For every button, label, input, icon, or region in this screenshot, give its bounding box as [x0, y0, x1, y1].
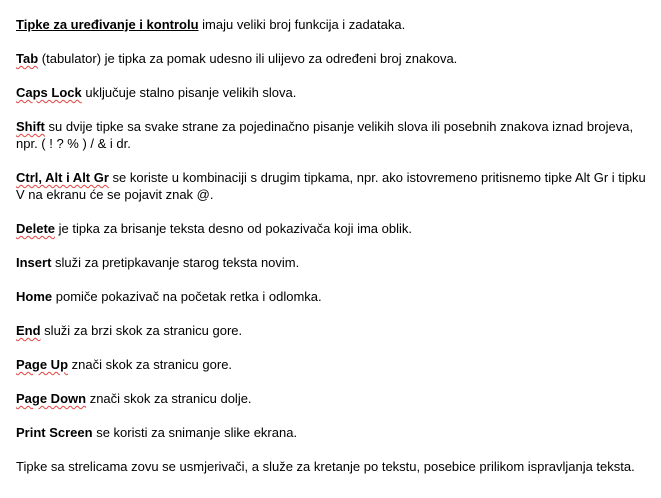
term-caps-lock: Caps Lock: [16, 85, 82, 100]
paragraph-arrow-keys: [16, 458, 658, 475]
paragraph-end: [16, 322, 658, 339]
text-shift: su dvije tipke sa svake strane za pojedinačno pisanje velikih slova ili posebnih znakova iznad brojeva, npr. ( ! ? % ) / & i dr.: [16, 119, 634, 151]
term-tab: Tab: [16, 51, 39, 66]
paragraph-page-up: [16, 356, 658, 373]
paragraph-home: [16, 288, 658, 305]
paragraph-delete: [16, 220, 658, 237]
text-ctrl-alt: se koriste u kombinaciji s drugim tipkama, npr. ako istovremeno pritisnemo tipke Alt Gr i tipku V na ekranu će se pojavit znak @.: [16, 170, 646, 202]
term-insert: Insert: [16, 255, 52, 270]
term-shift: Shift: [16, 119, 45, 134]
paragraph-insert: [16, 254, 658, 271]
paragraph-tab: [16, 50, 658, 67]
text-arrow-keys: Tipke sa strelicama zovu se usmjerivači, a služe za kretanje po tekstu, posebice prilikom ispravljanja teksta.: [16, 459, 635, 474]
paragraph-editing-keys: [16, 16, 658, 33]
term-print-screen: Print Screen: [16, 425, 93, 440]
text-print-screen: se koristi za snimanje slike ekrana.: [92, 425, 298, 440]
text-caps-lock: uključuje stalno pisanje velikih slova.: [81, 85, 297, 100]
text-home: pomiče pokazivač na početak retka i odlomka.: [52, 289, 322, 304]
term-page-down: Page Down: [16, 391, 87, 406]
paragraph-shift: [16, 118, 658, 152]
text-page-down: znači skok za stranicu dolje.: [86, 391, 252, 406]
text-editing-keys: imaju veliki broj funkcija i zadataka.: [198, 17, 406, 32]
paragraph-ctrl-alt: [16, 169, 658, 203]
text-tab: (tabulator) je tipka za pomak udesno ili ulijevo za određeni broj znakova.: [38, 51, 458, 66]
text-delete: je tipka za brisanje teksta desno od pokazivača koji ima oblik.: [55, 221, 412, 236]
paragraph-caps-lock: [16, 84, 658, 101]
term-end: End: [16, 323, 41, 338]
paragraph-print-screen: [16, 424, 658, 441]
term-ctrl-alt: Ctrl, Alt i Alt Gr: [16, 170, 109, 185]
term-home: Home: [16, 289, 53, 304]
document-body: [16, 16, 658, 492]
text-end: služi za brzi skok za stranicu gore.: [40, 323, 243, 338]
term-editing-keys: Tipke za uređivanje i kontrolu: [16, 17, 199, 32]
text-insert: služi za pretipkavanje starog teksta novim.: [51, 255, 300, 270]
text-page-up: znači skok za stranicu gore.: [68, 357, 233, 372]
paragraph-page-down: [16, 390, 658, 407]
term-delete: Delete: [16, 221, 56, 236]
term-page-up: Page Up: [16, 357, 69, 372]
